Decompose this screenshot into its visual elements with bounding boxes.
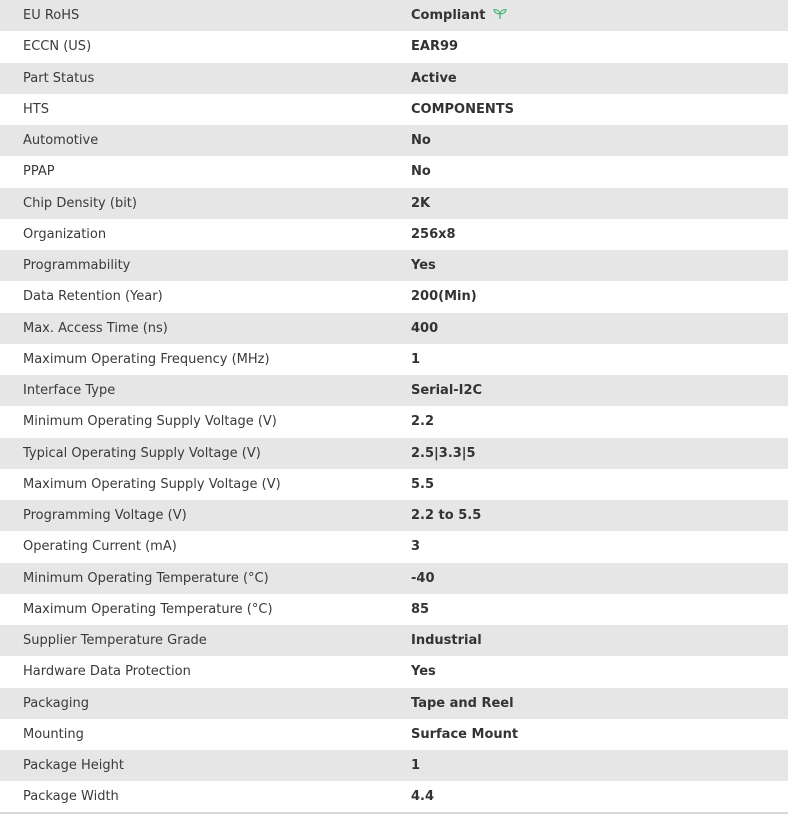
spec-value-cell — [411, 94, 788, 125]
spec-label: Part Status — [23, 70, 95, 86]
spec-value: -40 — [411, 570, 435, 586]
spec-label: Data Retention (Year) — [23, 289, 163, 305]
spec-row — [0, 375, 788, 406]
spec-value-cell — [411, 281, 788, 312]
spec-label: Programmability — [23, 258, 131, 274]
spec-value: No — [411, 133, 431, 149]
spec-row — [0, 94, 788, 125]
spec-label: Operating Current (mA) — [23, 539, 177, 555]
spec-label: Interface Type — [23, 383, 116, 399]
spec-row — [0, 469, 788, 500]
spec-value: Active — [411, 70, 457, 86]
spec-label: EU RoHS — [23, 8, 80, 24]
spec-row — [0, 438, 788, 469]
spec-label: Maximum Operating Supply Voltage (V) — [23, 476, 281, 492]
spec-value-cell — [411, 344, 788, 375]
spec-value: Yes — [411, 664, 436, 680]
spec-row — [0, 188, 788, 219]
spec-row — [0, 563, 788, 594]
spec-row — [0, 531, 788, 562]
spec-value-cell — [411, 188, 788, 219]
spec-row — [0, 344, 788, 375]
spec-value-cell — [411, 406, 788, 437]
spec-value-cell — [411, 156, 788, 187]
spec-value-cell — [411, 438, 788, 469]
spec-value: 2.5|3.3|5 — [411, 445, 476, 461]
spec-label: Supplier Temperature Grade — [23, 633, 207, 649]
spec-label: Organization — [23, 226, 107, 242]
spec-value-cell — [411, 250, 788, 281]
spec-value-cell — [411, 594, 788, 625]
spec-label: Mounting — [23, 726, 84, 742]
spec-value-cell — [411, 0, 788, 31]
spec-row — [0, 0, 788, 31]
spec-value-cell — [411, 750, 788, 781]
spec-label: Package Width — [23, 788, 119, 804]
spec-row — [0, 719, 788, 750]
spec-label: Packaging — [23, 695, 89, 711]
spec-value: 3 — [411, 539, 421, 555]
spec-label: Typical Operating Supply Voltage (V) — [23, 445, 261, 461]
spec-value: No — [411, 164, 431, 180]
spec-label: HTS — [23, 101, 49, 117]
spec-value: Tape and Reel — [411, 695, 514, 711]
spec-value: COMPONENTS — [411, 101, 514, 117]
spec-value-cell — [411, 781, 788, 812]
spec-row — [0, 219, 788, 250]
spec-value-cell — [411, 688, 788, 719]
spec-value-cell — [411, 656, 788, 687]
spec-row — [0, 625, 788, 656]
spec-value: EAR99 — [411, 39, 459, 55]
spec-value: 85 — [411, 601, 430, 617]
spec-row — [0, 125, 788, 156]
spec-row — [0, 406, 788, 437]
spec-value-cell — [411, 469, 788, 500]
spec-row — [0, 250, 788, 281]
spec-value: 1 — [411, 758, 421, 774]
spec-label: Automotive — [23, 133, 99, 149]
leaf-icon — [493, 8, 507, 20]
spec-row — [0, 313, 788, 344]
spec-value: 2.2 — [411, 414, 435, 430]
spec-row — [0, 31, 788, 62]
spec-value-cell — [411, 375, 788, 406]
spec-label: Chip Density (bit) — [23, 195, 137, 211]
spec-label: Hardware Data Protection — [23, 664, 191, 680]
spec-value: 2.2 to 5.5 — [411, 508, 482, 524]
spec-label: Maximum Operating Frequency (MHz) — [23, 351, 270, 367]
spec-row — [0, 63, 788, 94]
spec-value-cell — [411, 500, 788, 531]
spec-label: Minimum Operating Supply Voltage (V) — [23, 414, 277, 430]
spec-value-cell — [411, 563, 788, 594]
spec-value: 256x8 — [411, 226, 456, 242]
spec-row — [0, 281, 788, 312]
spec-value: 4.4 — [411, 788, 435, 804]
spec-value: Surface Mount — [411, 726, 519, 742]
spec-row — [0, 594, 788, 625]
spec-value: 2K — [411, 195, 431, 211]
spec-label: Maximum Operating Temperature (°C) — [23, 601, 273, 617]
spec-value-cell — [411, 531, 788, 562]
spec-value: 5.5 — [411, 476, 435, 492]
spec-value-cell — [411, 63, 788, 94]
spec-value: Serial-I2C — [411, 383, 483, 399]
spec-row — [0, 781, 788, 812]
spec-row — [0, 500, 788, 531]
spec-row — [0, 656, 788, 687]
spec-label: Programming Voltage (V) — [23, 508, 187, 524]
spec-value-cell — [411, 625, 788, 656]
spec-value: 1 — [411, 351, 421, 367]
spec-value: Industrial — [411, 633, 482, 649]
spec-row — [0, 750, 788, 781]
spec-value: Compliant — [411, 8, 486, 24]
spec-label: ECCN (US) — [23, 39, 92, 55]
spec-value: 200(Min) — [411, 289, 477, 305]
spec-label: Package Height — [23, 758, 124, 774]
spec-value: Yes — [411, 258, 436, 274]
spec-label: Max. Access Time (ns) — [23, 320, 168, 336]
spec-value-cell — [411, 719, 788, 750]
spec-row — [0, 156, 788, 187]
spec-label: Minimum Operating Temperature (°C) — [23, 570, 269, 586]
spec-value-cell — [411, 313, 788, 344]
spec-value-cell — [411, 219, 788, 250]
spec-value-cell — [411, 31, 788, 62]
spec-value: 400 — [411, 320, 439, 336]
spec-row — [0, 688, 788, 719]
spec-label: PPAP — [23, 164, 55, 180]
spec-value-cell — [411, 125, 788, 156]
